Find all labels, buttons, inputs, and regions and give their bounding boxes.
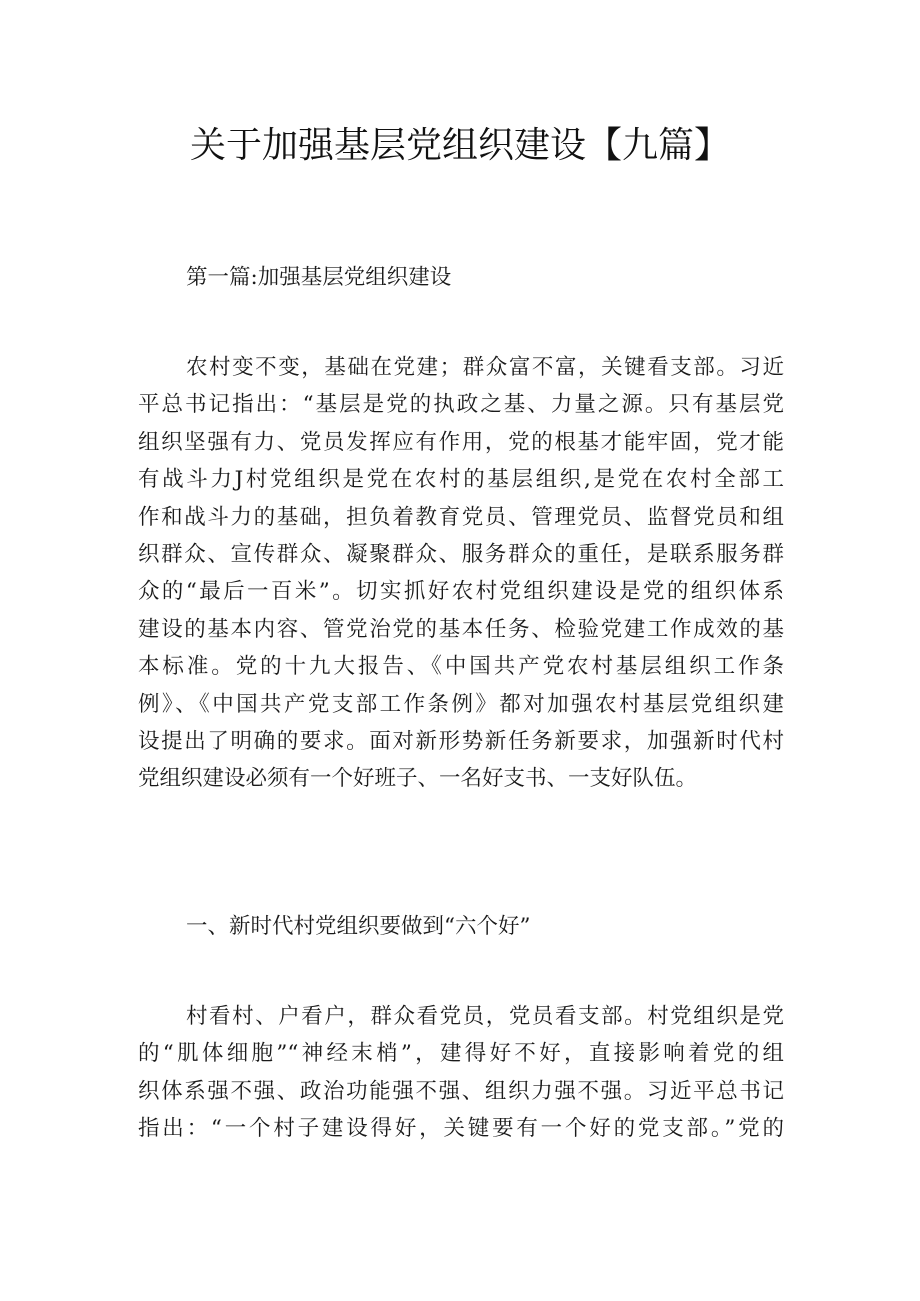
paragraph-line: 众的“最后一百米”。切实抓好农村党组织建设是党的组织体系 [138,579,784,605]
paragraph-line: 组织坚强有力、党员发挥应有作用，党的根基才能牢固，党才能 [138,429,784,455]
paragraph-line: 村看村、户看户，群众看党员，党员看支部。村党组织是党 [186,1004,784,1029]
paragraph-line: 农村变不变，基础在党建；群众富不富，关键看支部。习近 [186,355,784,380]
paragraph-2 [138,998,784,1148]
paragraph-line: 例》、《中国共产党支部工作条例》都对加强农村基层党组织建 [138,691,784,717]
paragraph-line: 有战斗力J村党组织是党在农村的基层组织,是党在农村全部工 [138,467,784,493]
paragraph-line: 建设的基本内容、管党治党的基本任务、检验党建工作成效的基 [138,616,784,642]
paragraph-line: 本标准。党的十九大报告、《中国共产党农村基层组织工作条 [138,654,784,680]
paragraph-1 [138,349,784,798]
paragraph-line: 设提出了明确的要求。面对新形势新任务新要求，加强新时代村 [138,729,784,755]
paragraph-line: 作和战斗力的基础，担负着教育党员、管理党员、监督党员和组 [138,504,784,530]
paragraph-line: 织体系强不强、政治功能强不强、组织力强不强。习近平总书记 [138,1078,784,1104]
paragraph-line: 的“肌体细胞”“神经末梢”，建得好不好，直接影响着党的组 [138,1041,784,1067]
document-title: 关于加强基层党组织建设【九篇】 [189,125,730,166]
paragraph-line: 织群众、宣传群众、凝聚群众、服务群众的重任，是联系服务群 [138,542,784,568]
section-heading-1: 第一篇:加强基层党组织建设 [186,265,452,290]
paragraph-line: 平总书记指出：“基层是党的执政之基、力量之源。只有基层党 [138,392,784,418]
section-heading-2: 一、新时代村党组织要做到“六个好” [186,914,531,939]
paragraph-line: 指出：“一个村子建设得好，关键要有一个好的党支部。”党的 [138,1116,784,1142]
paragraph-line: 党组织建设必须有一个好班子、一名好支书、一支好队伍。 [138,766,698,792]
